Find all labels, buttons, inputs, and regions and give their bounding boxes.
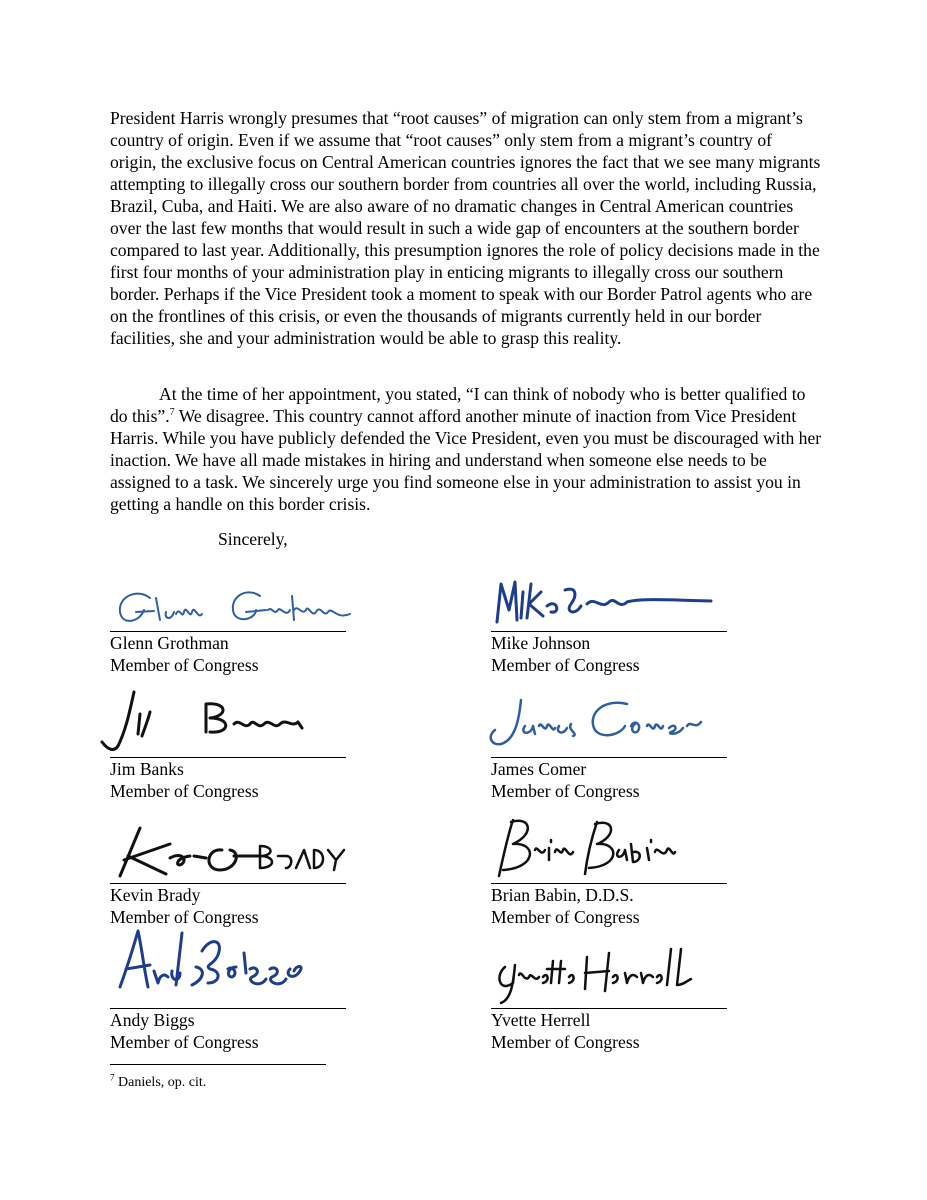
- signatory-name: Kevin Brady: [110, 885, 201, 905]
- signature-image-comer: [491, 690, 751, 752]
- body-paragraph-2: [110, 383, 822, 515]
- signature-image-herrell: [491, 939, 731, 1005]
- footnote: [110, 1072, 207, 1091]
- signature-line: [110, 883, 346, 884]
- signatory-title: Member of Congress: [110, 655, 259, 675]
- signature-image-babin: [491, 814, 731, 880]
- signatory-title: Member of Congress: [110, 1032, 259, 1052]
- signatory-title: Member of Congress: [491, 1032, 640, 1052]
- closing-salutation: Sincerely,: [218, 529, 288, 549]
- footnote-number: 7: [110, 1072, 115, 1083]
- paragraph-2-text-a: At the time of her appointment, you stated, “I can think of nobody who is better qualified to do this”.: [110, 384, 806, 426]
- signature-line: [110, 757, 346, 758]
- signatory-name: Mike Johnson: [491, 633, 591, 653]
- footnote-divider: [110, 1064, 326, 1065]
- signatory-name: Yvette Herrell: [491, 1010, 591, 1030]
- signatory-title: Member of Congress: [491, 907, 640, 927]
- signatory-title: Member of Congress: [491, 655, 640, 675]
- signatory-title: Member of Congress: [491, 781, 640, 801]
- signature-line: [491, 631, 727, 632]
- footnote-text: Daniels, op. cit.: [114, 1075, 207, 1090]
- signatory-name: Andy Biggs: [110, 1010, 195, 1030]
- signatory-name: Glenn Grothman: [110, 633, 229, 653]
- signature-line: [491, 757, 727, 758]
- signature-image-banks: [110, 690, 350, 754]
- signatory-title: Member of Congress: [110, 781, 259, 801]
- signature-image-brady: [110, 822, 350, 882]
- signature-line: [491, 883, 727, 884]
- signature-image-grothman: [110, 576, 350, 636]
- signature-line: [110, 1008, 346, 1009]
- body-paragraph-1: President Harris wrongly presumes that “root causes” of migration can only stem from a migrant’s country of origin. Even if we assume that “root causes” only stem from a migrant’s country of origin, the exclusive focus on Central American countries ignores the fact that we see many migrants attempting to illegally cross our southern border from countries all over the world, including Russia, Brazil, Cuba, and Haiti. We are also aware of no dramatic changes in Central American countries over the last few months that would result in such a wide gap of encounters at the southern border compared to last year. Additionally, this presumption ignores the role of policy decisions made in the first four months of your administration play in enticing migrants to illegally cross our southern border. Perhaps if the Vice President took a moment to speak with our Border Patrol agents who are on the frontlines of this crisis, or even the thousands of migrants currently held in our border facilities, she and your administration would be able to grasp this reality.: [110, 108, 821, 348]
- signatory-name: James Comer: [491, 759, 587, 779]
- paragraph-2-text-b: We disagree. This country cannot afford another minute of inaction from Vice President Harris. While you have publicly defended the Vice President, even you must be discouraged with her inaction. We have all made mistakes in hiring and understand when someone else needs to be assigned to a task. We sincerely urge you find someone else in your administration to assist you in getting a handle on this border crisis.: [110, 406, 822, 514]
- signatory-name: Jim Banks: [110, 759, 184, 779]
- signatory-title: Member of Congress: [110, 907, 259, 927]
- signatory-name: Brian Babin, D.D.S.: [491, 885, 634, 905]
- signature-image-johnson: [491, 570, 731, 630]
- footnote-reference: 7: [169, 407, 175, 419]
- signature-line: [110, 631, 346, 632]
- signature-line: [491, 1008, 727, 1009]
- signature-image-biggs: [110, 925, 350, 1005]
